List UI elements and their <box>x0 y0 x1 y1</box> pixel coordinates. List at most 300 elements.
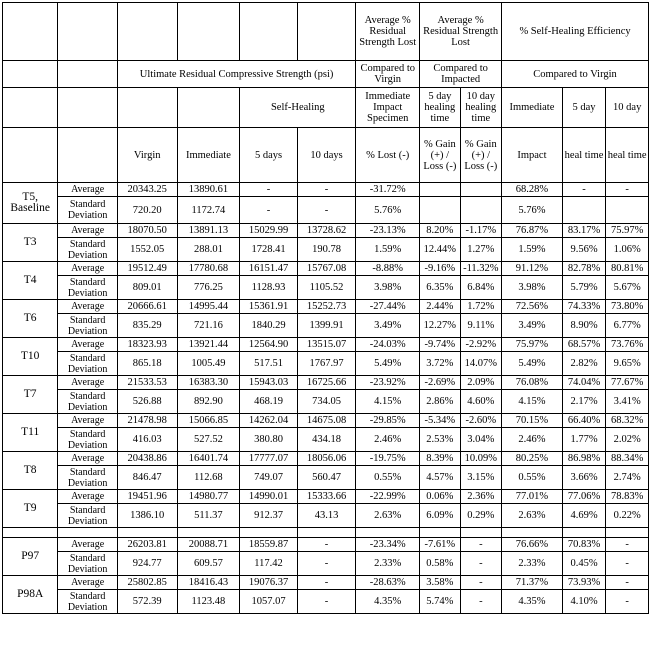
header-blank <box>58 3 118 61</box>
table-row <box>3 262 649 276</box>
cell-5days: 912.37 <box>240 504 297 528</box>
cell-heal-5day: 68.57% <box>562 338 606 352</box>
cell-immediate: 721.16 <box>177 314 240 338</box>
cell-5days: 117.42 <box>240 552 297 576</box>
cell-heal-10day: 73.76% <box>606 338 649 352</box>
stat-label-average: Average <box>58 490 118 504</box>
cell-5days: 1840.29 <box>240 314 297 338</box>
cell-5days: 14990.01 <box>240 490 297 504</box>
separator-row <box>3 528 649 538</box>
cell-virgin: 18323.93 <box>117 338 177 352</box>
cell-10days: 1767.97 <box>297 352 356 376</box>
cell-5days: 15361.91 <box>240 300 297 314</box>
cell-gain-loss-5day: -2.69% <box>420 376 460 390</box>
cell-impact: 0.55% <box>502 466 563 490</box>
cell-immediate: 892.90 <box>177 390 240 414</box>
table-row <box>3 590 649 614</box>
cell-5days: 19076.37 <box>240 576 297 590</box>
cell-heal-10day: 6.77% <box>606 314 649 338</box>
cell-heal-5day: 0.45% <box>562 552 606 576</box>
cell-impact: 76.87% <box>502 224 563 238</box>
separator-cell <box>420 528 460 538</box>
header-self-healing-efficiency: % Self-Healing Efficiency <box>502 3 649 61</box>
cell-impact: 5.76% <box>502 197 563 224</box>
cell-immediate: 18416.43 <box>177 576 240 590</box>
cell-10days: 14675.08 <box>297 414 356 428</box>
cell-pct-lost: -28.63% <box>356 576 420 590</box>
cell-10days: - <box>297 197 356 224</box>
table-row <box>3 238 649 262</box>
cell-impact: 68.28% <box>502 183 563 197</box>
cell-gain-loss-5day: 6.09% <box>420 504 460 528</box>
cell-heal-5day: 77.06% <box>562 490 606 504</box>
cell-impact: 2.63% <box>502 504 563 528</box>
cell-heal-10day: - <box>606 183 649 197</box>
header-self-healing: Self-Healing <box>240 88 356 128</box>
cell-pct-lost: -29.85% <box>356 414 420 428</box>
cell-gain-loss-5day: 12.27% <box>420 314 460 338</box>
stat-label-stddev: Standard Deviation <box>58 552 118 576</box>
cell-10days: 13728.62 <box>297 224 356 238</box>
separator-cell <box>606 528 649 538</box>
cell-heal-5day: 83.17% <box>562 224 606 238</box>
cell-heal-5day: 9.56% <box>562 238 606 262</box>
header-ultimate-strength: Ultimate Residual Compressive Strength (psi) <box>117 61 355 88</box>
separator-cell <box>117 528 177 538</box>
cell-gain-loss-10day: 2.36% <box>460 490 502 504</box>
stat-label-average: Average <box>58 183 118 197</box>
cell-gain-loss-10day: 3.04% <box>460 428 502 452</box>
cell-gain-loss-5day <box>420 197 460 224</box>
stat-label-stddev: Standard Deviation <box>58 590 118 614</box>
cell-impact: 70.15% <box>502 414 563 428</box>
cell-heal-5day: 5.79% <box>562 276 606 300</box>
cell-impact: 71.37% <box>502 576 563 590</box>
stat-label-average: Average <box>58 576 118 590</box>
cell-10days: - <box>297 538 356 552</box>
cell-pct-lost: 5.76% <box>356 197 420 224</box>
cell-virgin: 865.18 <box>117 352 177 376</box>
cell-gain-loss-5day: 0.58% <box>420 552 460 576</box>
cell-gain-loss-10day <box>460 197 502 224</box>
cell-gain-loss-10day: -2.60% <box>460 414 502 428</box>
header-blank <box>3 61 58 88</box>
cell-immediate: 112.68 <box>177 466 240 490</box>
cell-immediate: 13891.13 <box>177 224 240 238</box>
cell-10days: 560.47 <box>297 466 356 490</box>
cell-pct-lost: 0.55% <box>356 466 420 490</box>
cell-pct-lost: 2.33% <box>356 552 420 576</box>
cell-10days: 1399.91 <box>297 314 356 338</box>
header-row-1 <box>3 3 649 61</box>
col-pct-lost: % Lost (-) <box>356 128 420 183</box>
cell-virgin: 20438.86 <box>117 452 177 466</box>
col-gain-loss-10day: % Gain (+) / Loss (-) <box>460 128 502 183</box>
cell-heal-10day: 3.41% <box>606 390 649 414</box>
cell-gain-loss-10day: 3.15% <box>460 466 502 490</box>
cell-5days: 14262.04 <box>240 414 297 428</box>
cell-virgin: 21478.98 <box>117 414 177 428</box>
header-compared-virgin-2: Compared to Virgin <box>502 61 649 88</box>
cell-heal-10day: - <box>606 590 649 614</box>
cell-immediate: 16383.30 <box>177 376 240 390</box>
col-virgin: Virgin <box>117 128 177 183</box>
cell-heal-5day: 74.04% <box>562 376 606 390</box>
cell-gain-loss-10day: 0.29% <box>460 504 502 528</box>
table-row <box>3 352 649 376</box>
col-5days: 5 days <box>240 128 297 183</box>
cell-10days: 734.05 <box>297 390 356 414</box>
cell-10days: 13515.07 <box>297 338 356 352</box>
cell-immediate: 511.37 <box>177 504 240 528</box>
cell-gain-loss-5day <box>420 183 460 197</box>
cell-heal-5day <box>562 197 606 224</box>
cell-immediate: 1005.49 <box>177 352 240 376</box>
table-row <box>3 538 649 552</box>
cell-heal-10day: 80.81% <box>606 262 649 276</box>
cell-gain-loss-5day: 8.20% <box>420 224 460 238</box>
cell-10days: - <box>297 552 356 576</box>
cell-pct-lost: -31.72% <box>356 183 420 197</box>
cell-pct-lost: -22.99% <box>356 490 420 504</box>
separator-cell <box>502 528 563 538</box>
cell-virgin: 416.03 <box>117 428 177 452</box>
header-blank <box>177 3 240 61</box>
specimen-id: T10 <box>3 338 58 376</box>
header-blank <box>58 88 118 128</box>
cell-heal-10day: 1.06% <box>606 238 649 262</box>
cell-gain-loss-5day: 5.74% <box>420 590 460 614</box>
table-row <box>3 300 649 314</box>
cell-5days: 15943.03 <box>240 376 297 390</box>
cell-pct-lost: 3.98% <box>356 276 420 300</box>
cell-impact: 77.01% <box>502 490 563 504</box>
cell-heal-5day: 66.40% <box>562 414 606 428</box>
header-avg-residual-lost: Average % Residual Strength Lost <box>356 3 420 61</box>
cell-10days: 15333.66 <box>297 490 356 504</box>
cell-heal-5day: 74.33% <box>562 300 606 314</box>
cell-immediate: 288.01 <box>177 238 240 262</box>
col-10days: 10 days <box>297 128 356 183</box>
header-immediate: Immediate <box>502 88 563 128</box>
stat-label-stddev: Standard Deviation <box>58 352 118 376</box>
header-compared-impacted: Compared to Impacted <box>420 61 502 88</box>
cell-pct-lost: -19.75% <box>356 452 420 466</box>
specimen-id: T6 <box>3 300 58 338</box>
cell-impact: 5.49% <box>502 352 563 376</box>
cell-pct-lost: -24.03% <box>356 338 420 352</box>
cell-heal-5day: 4.10% <box>562 590 606 614</box>
header-10day: 10 day <box>606 88 649 128</box>
cell-impact: 1.59% <box>502 238 563 262</box>
cell-impact: 75.97% <box>502 338 563 352</box>
cell-heal-10day: - <box>606 552 649 576</box>
header-blank <box>3 128 58 183</box>
stat-label-stddev: Standard Deviation <box>58 428 118 452</box>
table-row <box>3 504 649 528</box>
col-impact: Impact <box>502 128 563 183</box>
cell-immediate: 527.52 <box>177 428 240 452</box>
cell-5days: - <box>240 183 297 197</box>
cell-5days: 17777.07 <box>240 452 297 466</box>
cell-virgin: 835.29 <box>117 314 177 338</box>
cell-gain-loss-10day: 2.09% <box>460 376 502 390</box>
cell-gain-loss-10day: 1.27% <box>460 238 502 262</box>
cell-virgin: 21533.53 <box>117 376 177 390</box>
cell-gain-loss-10day <box>460 183 502 197</box>
cell-virgin: 720.20 <box>117 197 177 224</box>
cell-heal-10day: 0.22% <box>606 504 649 528</box>
cell-heal-10day: 88.34% <box>606 452 649 466</box>
cell-pct-lost: -8.88% <box>356 262 420 276</box>
cell-heal-10day: - <box>606 538 649 552</box>
cell-gain-loss-10day: 14.07% <box>460 352 502 376</box>
stat-label-stddev: Standard Deviation <box>58 466 118 490</box>
table-header <box>3 3 649 183</box>
cell-heal-10day: 68.32% <box>606 414 649 428</box>
header-row-3 <box>3 88 649 128</box>
separator-cell <box>177 528 240 538</box>
table-row <box>3 428 649 452</box>
cell-gain-loss-10day: - <box>460 552 502 576</box>
cell-immediate: 13890.61 <box>177 183 240 197</box>
specimen-id: P98A <box>3 576 58 614</box>
cell-5days: 380.80 <box>240 428 297 452</box>
cell-gain-loss-10day: 4.60% <box>460 390 502 414</box>
stat-label-stddev: Standard Deviation <box>58 504 118 528</box>
cell-gain-loss-5day: 2.86% <box>420 390 460 414</box>
cell-impact: 4.15% <box>502 390 563 414</box>
cell-5days: 468.19 <box>240 390 297 414</box>
cell-10days: 15767.08 <box>297 262 356 276</box>
header-blank <box>240 3 297 61</box>
header-10day-healing: 10 day healing time <box>460 88 502 128</box>
cell-pct-lost: 4.15% <box>356 390 420 414</box>
cell-gain-loss-10day: -11.32% <box>460 262 502 276</box>
cell-impact: 2.46% <box>502 428 563 452</box>
specimen-id: T4 <box>3 262 58 300</box>
cell-immediate: 1123.48 <box>177 590 240 614</box>
separator-cell <box>3 528 58 538</box>
table-row <box>3 576 649 590</box>
specimen-id: T8 <box>3 452 58 490</box>
cell-gain-loss-5day: 3.72% <box>420 352 460 376</box>
cell-impact: 2.33% <box>502 552 563 576</box>
cell-virgin: 1386.10 <box>117 504 177 528</box>
cell-10days: 16725.66 <box>297 376 356 390</box>
cell-10days: 15252.73 <box>297 300 356 314</box>
cell-gain-loss-5day: 0.06% <box>420 490 460 504</box>
table-row <box>3 390 649 414</box>
cell-gain-loss-5day: 3.58% <box>420 576 460 590</box>
stat-label-average: Average <box>58 538 118 552</box>
cell-immediate: 14980.77 <box>177 490 240 504</box>
cell-impact: 3.98% <box>502 276 563 300</box>
cell-heal-5day: 2.82% <box>562 352 606 376</box>
cell-10days: - <box>297 576 356 590</box>
cell-5days: 1128.93 <box>240 276 297 300</box>
stat-label-average: Average <box>58 300 118 314</box>
cell-gain-loss-10day: 10.09% <box>460 452 502 466</box>
cell-pct-lost: 5.49% <box>356 352 420 376</box>
cell-gain-loss-10day: - <box>460 538 502 552</box>
stat-label-stddev: Standard Deviation <box>58 197 118 224</box>
cell-pct-lost: 1.59% <box>356 238 420 262</box>
cell-5days: 1728.41 <box>240 238 297 262</box>
specimen-id: T7 <box>3 376 58 414</box>
stat-label-average: Average <box>58 262 118 276</box>
cell-heal-10day: 5.67% <box>606 276 649 300</box>
separator-cell <box>58 528 118 538</box>
cell-impact: 76.66% <box>502 538 563 552</box>
cell-10days: 434.18 <box>297 428 356 452</box>
cell-heal-5day: 82.78% <box>562 262 606 276</box>
header-blank <box>3 88 58 128</box>
cell-5days: 12564.90 <box>240 338 297 352</box>
cell-virgin: 846.47 <box>117 466 177 490</box>
cell-10days: 1105.52 <box>297 276 356 300</box>
cell-heal-5day: 70.83% <box>562 538 606 552</box>
cell-10days: 190.78 <box>297 238 356 262</box>
cell-virgin: 19451.96 <box>117 490 177 504</box>
cell-heal-10day: 77.67% <box>606 376 649 390</box>
table-row <box>3 490 649 504</box>
cell-gain-loss-10day: 1.72% <box>460 300 502 314</box>
stat-label-stddev: Standard Deviation <box>58 238 118 262</box>
cell-pct-lost: -23.92% <box>356 376 420 390</box>
cell-10days: 43.13 <box>297 504 356 528</box>
cell-heal-5day: 8.90% <box>562 314 606 338</box>
cell-pct-lost: -23.34% <box>356 538 420 552</box>
cell-immediate: 20088.71 <box>177 538 240 552</box>
cell-virgin: 18070.50 <box>117 224 177 238</box>
cell-pct-lost: 3.49% <box>356 314 420 338</box>
cell-virgin: 809.01 <box>117 276 177 300</box>
cell-gain-loss-10day: 6.84% <box>460 276 502 300</box>
cell-heal-10day <box>606 197 649 224</box>
cell-heal-5day: 73.93% <box>562 576 606 590</box>
header-blank <box>3 3 58 61</box>
cell-gain-loss-5day: 2.53% <box>420 428 460 452</box>
stat-label-average: Average <box>58 224 118 238</box>
cell-heal-5day: 3.66% <box>562 466 606 490</box>
cell-5days: 15029.99 <box>240 224 297 238</box>
cell-heal-10day: 75.97% <box>606 224 649 238</box>
cell-5days: 749.07 <box>240 466 297 490</box>
cell-virgin: 526.88 <box>117 390 177 414</box>
header-immediate-impact-specimen: Immediate Impact Specimen <box>356 88 420 128</box>
cell-immediate: 609.57 <box>177 552 240 576</box>
cell-10days: - <box>297 590 356 614</box>
cell-pct-lost: -23.13% <box>356 224 420 238</box>
separator-cell <box>297 528 356 538</box>
cell-gain-loss-10day: - <box>460 576 502 590</box>
table-row <box>3 183 649 197</box>
cell-gain-loss-5day: -9.74% <box>420 338 460 352</box>
cell-gain-loss-5day: -5.34% <box>420 414 460 428</box>
cell-5days: 18559.87 <box>240 538 297 552</box>
col-gain-loss-5day: % Gain (+) / Loss (-) <box>420 128 460 183</box>
cell-immediate: 16401.74 <box>177 452 240 466</box>
col-immediate: Immediate <box>177 128 240 183</box>
cell-virgin: 20343.25 <box>117 183 177 197</box>
cell-heal-10day: 78.83% <box>606 490 649 504</box>
header-5day: 5 day <box>562 88 606 128</box>
cell-10days: - <box>297 183 356 197</box>
table-body <box>3 183 649 614</box>
header-blank <box>58 61 118 88</box>
cell-pct-lost: -27.44% <box>356 300 420 314</box>
cell-heal-10day: - <box>606 576 649 590</box>
cell-gain-loss-5day: 12.44% <box>420 238 460 262</box>
cell-immediate: 776.25 <box>177 276 240 300</box>
table-row <box>3 276 649 300</box>
cell-10days: 18056.06 <box>297 452 356 466</box>
cell-gain-loss-5day: -7.61% <box>420 538 460 552</box>
stat-label-average: Average <box>58 414 118 428</box>
header-blank <box>117 88 177 128</box>
stat-label-stddev: Standard Deviation <box>58 390 118 414</box>
cell-5days: - <box>240 197 297 224</box>
table-row <box>3 466 649 490</box>
cell-heal-5day: 2.17% <box>562 390 606 414</box>
cell-pct-lost: 2.46% <box>356 428 420 452</box>
header-row-2 <box>3 61 649 88</box>
cell-gain-loss-10day: 9.11% <box>460 314 502 338</box>
cell-impact: 72.56% <box>502 300 563 314</box>
table-row <box>3 338 649 352</box>
cell-pct-lost: 4.35% <box>356 590 420 614</box>
table-row <box>3 314 649 338</box>
separator-cell <box>460 528 502 538</box>
cell-gain-loss-5day: 2.44% <box>420 300 460 314</box>
cell-immediate: 13921.44 <box>177 338 240 352</box>
cell-heal-5day: - <box>562 183 606 197</box>
cell-heal-10day: 2.02% <box>606 428 649 452</box>
cell-virgin: 572.39 <box>117 590 177 614</box>
cell-5days: 16151.47 <box>240 262 297 276</box>
cell-heal-5day: 86.98% <box>562 452 606 466</box>
cell-virgin: 1552.05 <box>117 238 177 262</box>
cell-impact: 80.25% <box>502 452 563 466</box>
table-row <box>3 376 649 390</box>
cell-gain-loss-10day: -2.92% <box>460 338 502 352</box>
stat-label-average: Average <box>58 452 118 466</box>
cell-heal-10day: 2.74% <box>606 466 649 490</box>
cell-gain-loss-5day: 4.57% <box>420 466 460 490</box>
stat-label-stddev: Standard Deviation <box>58 276 118 300</box>
cell-heal-5day: 1.77% <box>562 428 606 452</box>
table-row <box>3 197 649 224</box>
cell-gain-loss-5day: 6.35% <box>420 276 460 300</box>
specimen-id: T9 <box>3 490 58 528</box>
header-blank <box>177 88 240 128</box>
cell-gain-loss-5day: -9.16% <box>420 262 460 276</box>
cell-5days: 1057.07 <box>240 590 297 614</box>
cell-gain-loss-10day: - <box>460 590 502 614</box>
header-compared-virgin: Compared to Virgin <box>356 61 420 88</box>
header-blank <box>117 3 177 61</box>
cell-virgin: 924.77 <box>117 552 177 576</box>
table-row <box>3 452 649 466</box>
cell-immediate: 14995.44 <box>177 300 240 314</box>
specimen-id: T11 <box>3 414 58 452</box>
table-container <box>2 2 649 614</box>
specimen-id: P97 <box>3 538 58 576</box>
cell-gain-loss-5day: 8.39% <box>420 452 460 466</box>
cell-impact: 76.08% <box>502 376 563 390</box>
cell-gain-loss-10day: -1.17% <box>460 224 502 238</box>
